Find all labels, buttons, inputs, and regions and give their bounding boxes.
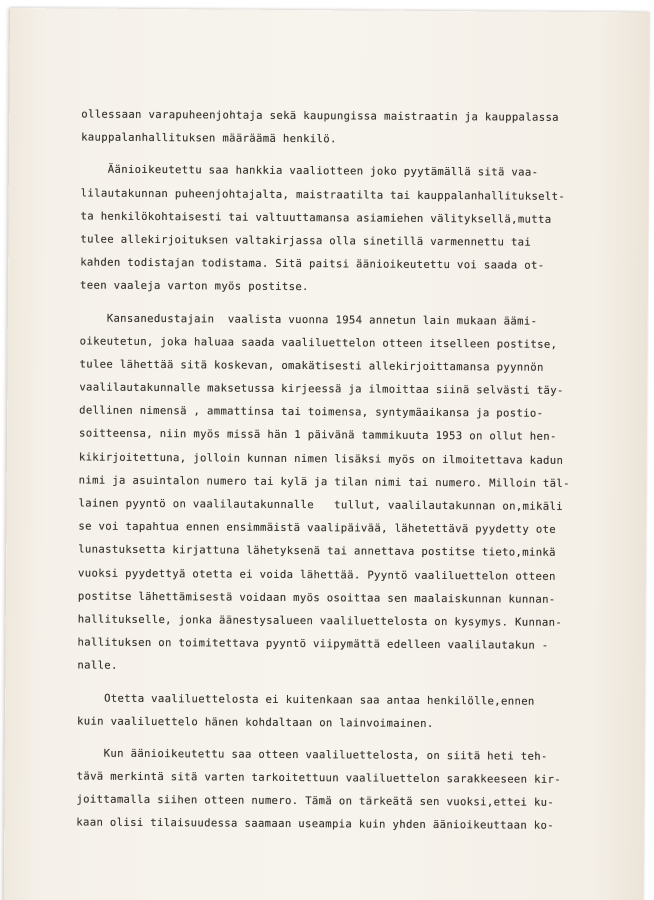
text-line: tulee allekirjoituksen valtakirjassa olla sinetillä varmennettu tai bbox=[80, 233, 532, 249]
text-line: soitteensa, niin myös missä hän 1 päivänä tammikuuta 1953 on ollut hen- bbox=[78, 427, 557, 444]
text-line: tävä merkintä sitä varten tarkoitettuun vaaliluettelon sarakkeeseen kir- bbox=[76, 770, 562, 786]
text-line: tulee lähettää sitä koskevan, omakätisesti allekirjoittamansa pyynnön bbox=[79, 358, 544, 374]
text-line: lunastuksetta kirjattuna lähetyksenä tai annettava postitse tieto,minkä bbox=[78, 543, 556, 560]
text-line: teen vaaleja varton myös postitse. bbox=[80, 279, 309, 294]
text-line: hallitukselle, jonka äänestysalueen vaaliluettelosta on kysymys. Kunnan- bbox=[77, 613, 563, 629]
text-line: joittamalla siihen otteen numero. Tämä on tärkeätä sen vuoksi,ettei ku- bbox=[76, 793, 555, 810]
text-line: ollessaan varapuheenjohtaja sekä kaupungissa maistraatin ja kauppalassa bbox=[81, 108, 559, 124]
paragraph bbox=[76, 742, 637, 839]
text-line: lainen pyyntö on vaalilautakunnalle tullut, vaalilautakunnan on,mikäli bbox=[78, 497, 563, 513]
text-line: oikeutetun, joka haluaa saada vaaliluettelon otteen itselleen postitse, bbox=[79, 335, 558, 351]
text-line: ta henkilökohtaisesti tai valtuuttamansa asiamiehen välityksellä,mutta bbox=[80, 210, 552, 226]
text-line: postitse lähettämisestä voidaan myös osoittaa sen maalaiskunnan kunnan- bbox=[77, 590, 556, 606]
text-line: Otetta vaaliluettelosta ei kuitenkaan saa antaa henkilölle,ennen bbox=[77, 691, 535, 708]
text-line: Kansanedustajain vaalista vuonna 1954 annetun lain mukaan äämi- bbox=[79, 311, 538, 328]
text-line: dellinen nimensä , ammattinsa tai toimensa, syntymäaikansa ja postio- bbox=[79, 404, 544, 420]
text-line: lilautakunnan puheenjohtajalta, maistraatilta tai kauppalanhallitukselt- bbox=[80, 187, 566, 203]
paragraph bbox=[77, 687, 637, 737]
text-line: kauppalanhallituksen määräämä henkilö. bbox=[81, 131, 337, 146]
text-line: kikirjoitettuna, jolloin kunnan nimen lisäksi myös on ilmoitettava kadun bbox=[78, 451, 564, 467]
text-line: kahden todistajan todistama. Sitä paitsi äänioikeutettu voi saada ot- bbox=[80, 256, 545, 272]
text-line: vuoksi pyydettyä otetta ei voida lähettää. Pyyntö vaaliluettelon otteen bbox=[78, 567, 556, 583]
paragraph bbox=[81, 104, 641, 154]
text-line: Kun äänioikeutettu saa otteen vaaliluettelosta, on siitä heti teh- bbox=[76, 747, 548, 763]
text-line: nalle. bbox=[77, 659, 118, 673]
text-line: hallituksen on toimitettava pyyntö viipymättä edelleen vaalilautakun - bbox=[77, 636, 549, 652]
paragraph bbox=[77, 307, 640, 682]
text-line: se voi tapahtua ennen ensimmäistä vaalipäivää, lähetettävä pyydetty ote bbox=[78, 520, 557, 537]
text-line: vaalilautakunnalle maksetussa kirjeessä ja ilmoittaa siinä selvästi täy- bbox=[79, 381, 564, 397]
text-line: kuin vaaliluettelo hänen kohdaltaan on lainvoimainen. bbox=[76, 715, 434, 730]
text-line: kaan olisi tilaisuudessa saamaan useampia kuin yhden äänioikeuttaan ko- bbox=[76, 816, 555, 833]
typewritten-text bbox=[76, 104, 641, 840]
text-line: Äänioikeutettu saa hankkia vaaliotteen joko pyytämällä sitä vaa- bbox=[80, 163, 539, 180]
paragraph bbox=[80, 159, 641, 302]
paper-sheet bbox=[4, 8, 650, 900]
text-line: nimi ja asuintalon numero tai kylä ja tilan nimi tai numero. Milloin täl- bbox=[78, 474, 570, 490]
